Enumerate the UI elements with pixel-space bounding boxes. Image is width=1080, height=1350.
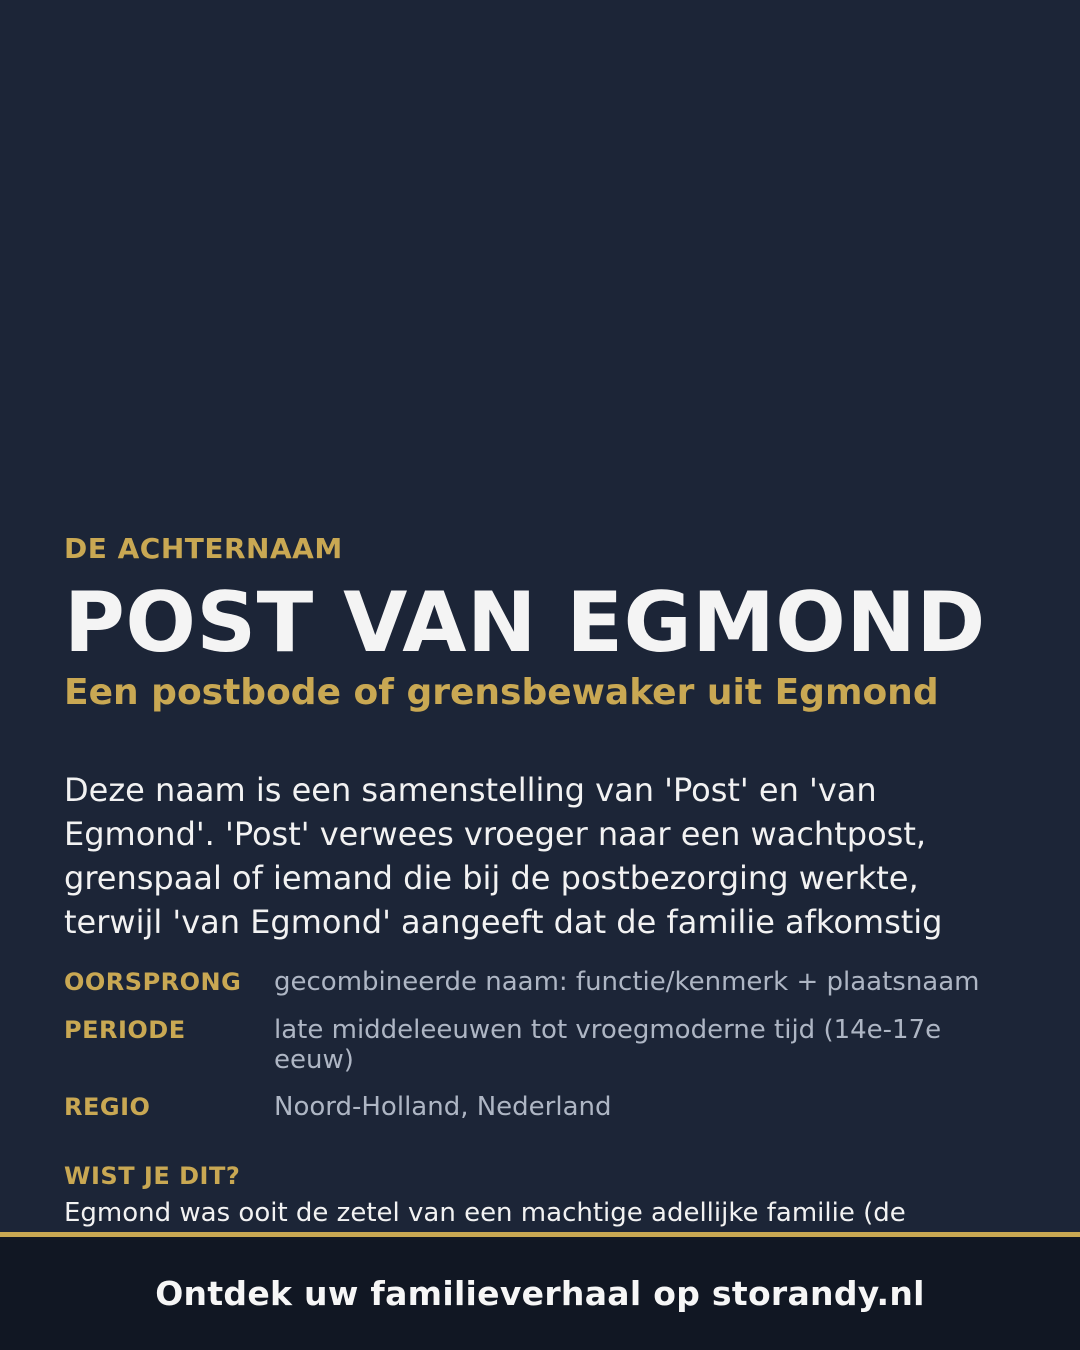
surname-title: POST VAN EGMOND: [64, 574, 986, 671]
fact-row-period: [64, 1014, 1016, 1075]
section-kicker: DE ACHTERNAAM: [64, 532, 343, 565]
facts-list: [64, 966, 1016, 1139]
surname-description: Deze naam is een samenstelling van 'Post' en 'van Egmond'. 'Post' verwees vroeger naar een wachtpost, grenspaal of iemand die bij de postbezorging werkte, terwijl 'van Egmond' aangeeft dat de familie afkomstig: [64, 771, 943, 941]
fact-label: PERIODE: [64, 1016, 186, 1044]
footer-banner: [0, 1237, 1080, 1350]
fact-label: OORSPRONG: [64, 968, 242, 996]
fact-value: Noord-Holland, Nederland: [274, 1092, 612, 1122]
footer-cta-text: Ontdek uw familieverhaal op storandy.nl: [155, 1274, 925, 1313]
trivia-label: WIST JE DIT?: [64, 1162, 241, 1190]
fact-label: REGIO: [64, 1093, 151, 1121]
fact-value: late middeleeuwen tot vroegmoderne tijd (14e-17e eeuw): [274, 1015, 942, 1075]
surname-meaning: Een postbode of grensbewaker uit Egmond: [64, 672, 939, 713]
fact-value: gecombineerde naam: functie/kenmerk + plaatsnaam: [274, 967, 980, 997]
fact-row-region: [64, 1091, 1016, 1123]
trivia-text: Egmond was ooit de zetel van een machtige adellijke familie (de: [64, 1198, 906, 1228]
fact-row-origin: [64, 966, 1016, 998]
